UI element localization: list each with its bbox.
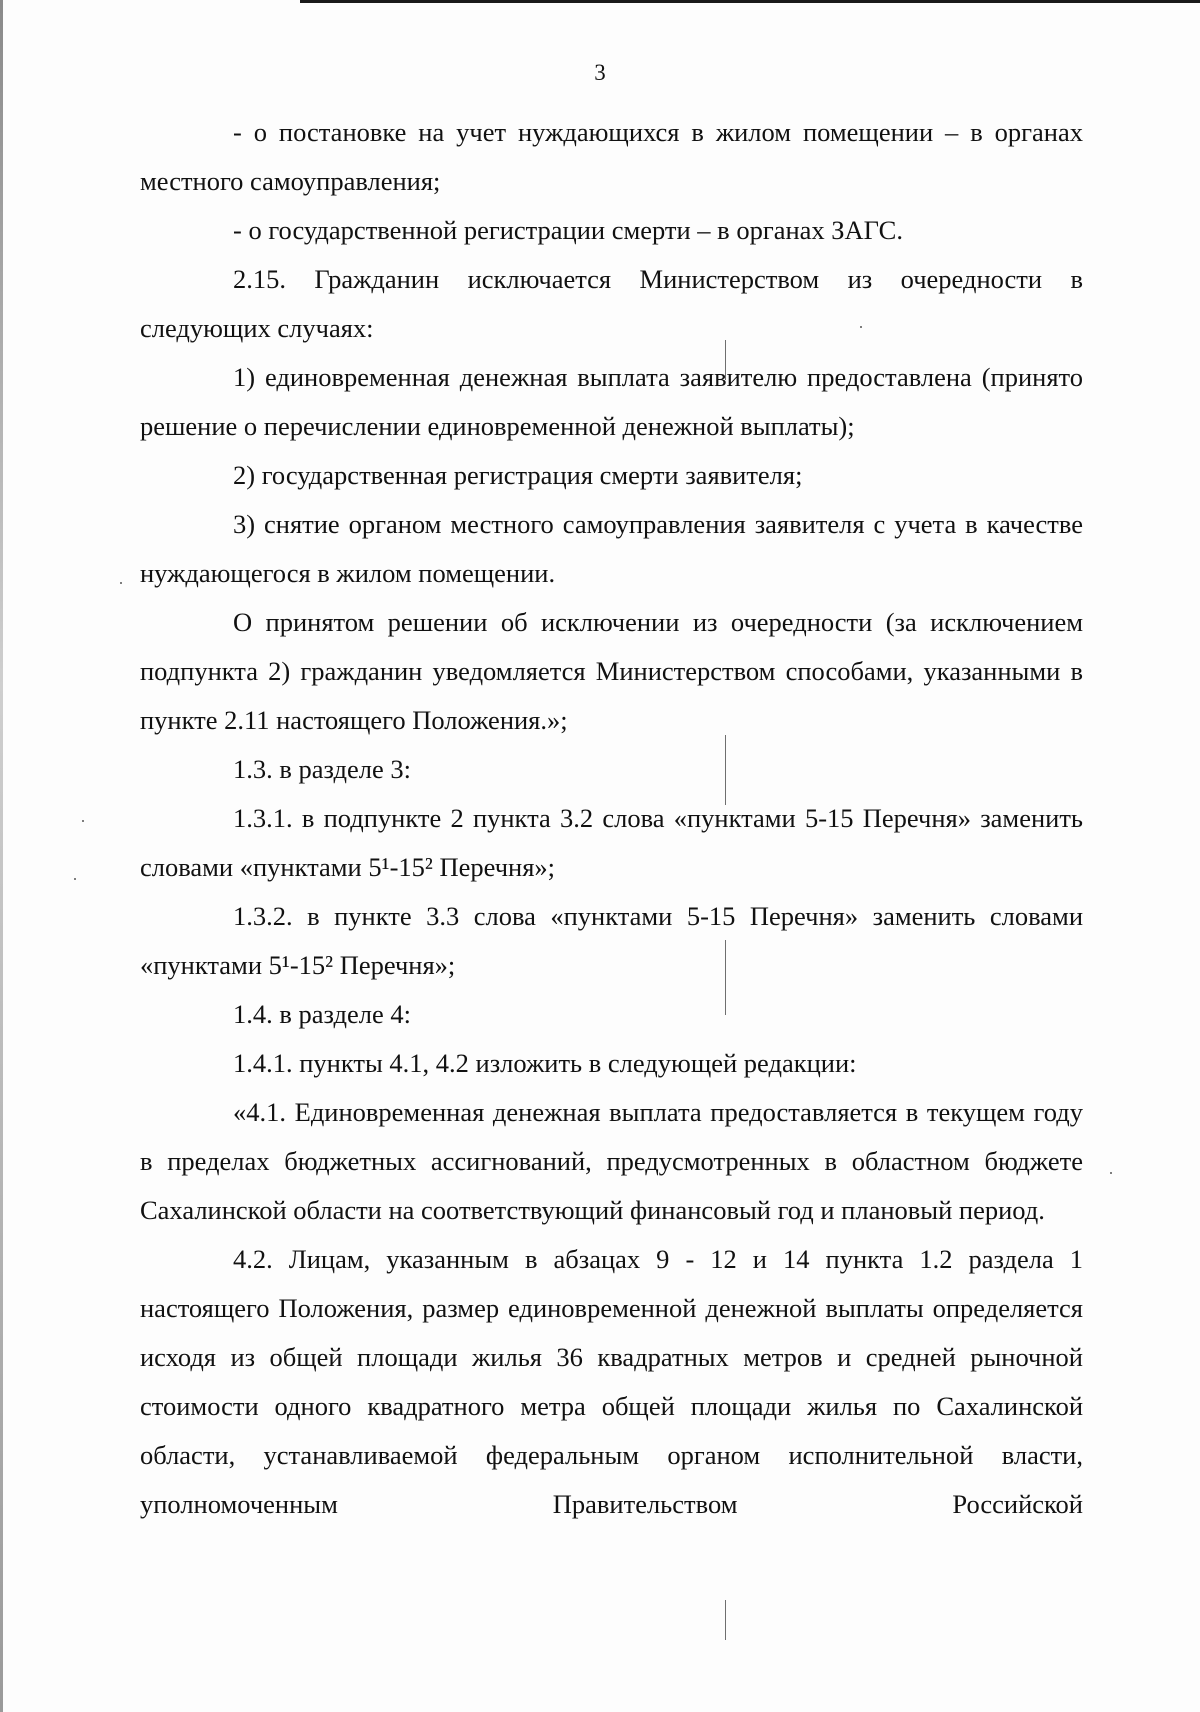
paragraph: - о государственной регистрации смерти – в органах ЗАГС. — [233, 215, 903, 245]
scan-speck — [82, 820, 84, 822]
paragraph: 4.2. Лицам, указанным в абзацах 9 - 12 и 14 пункта 1.2 раздела 1 настоящего Положения, размер единовременной денежной выплаты определяется исходя из общей площади жилья 36 квадратных метров и средней рыночной стоимости одного квадратного метра общей площади жилья по Сахалинской области, устанавливаемой федеральным органом исполнительной власти, уполномоченным Правительством Российской — [140, 1244, 1083, 1519]
scan-speck — [120, 582, 122, 584]
scan-top-edge — [300, 0, 1200, 3]
scan-speck — [74, 878, 76, 880]
paragraph: «4.1. Единовременная денежная выплата предоставляется в текущем году в пределах бюджетных ассигнований, предусмотренных в областном бюджете Сахалинской области на соответствующий финансовый год и плановый период. — [140, 1097, 1083, 1225]
paragraph: 1.4. в разделе 4: — [233, 999, 411, 1029]
page-number: 3 — [594, 60, 606, 85]
document-body — [140, 108, 1083, 1529]
paragraph: 3) снятие органом местного самоуправления заявителя с учета в качестве нуждающегося в жилом помещении. — [140, 509, 1083, 588]
scan-fold-mark — [725, 1600, 726, 1640]
paragraph: О принятом решении об исключении из очередности (за исключением подпункта 2) гражданин уведомляется Министерством способами, указанными в пункте 2.11 настоящего Положения.»; — [140, 607, 1083, 735]
scan-speck — [1110, 1172, 1112, 1174]
paragraph: 2) государственная регистрация смерти заявителя; — [233, 460, 803, 490]
scan-left-edge — [0, 0, 3, 1712]
paragraph: 1.3.1. в подпункте 2 пункта 3.2 слова «пунктами 5-15 Перечня» заменить словами «пунктами 5¹-15² Перечня»; — [140, 803, 1083, 882]
paragraph: 1.3. в разделе 3: — [233, 754, 411, 784]
paragraph: 2.15. Гражданин исключается Министерством из очередности в следующих случаях: — [140, 264, 1083, 343]
paragraph: - о постановке на учет нуждающихся в жилом помещении – в органах местного самоуправления; — [140, 117, 1083, 196]
paragraph: 1.3.2. в пункте 3.3 слова «пунктами 5-15 Перечня» заменить словами «пунктами 5¹-15² Перечня»; — [140, 901, 1083, 980]
paragraph: 1.4.1. пункты 4.1, 4.2 изложить в следующей редакции: — [233, 1048, 857, 1078]
paragraph: 1) единовременная денежная выплата заявителю предоставлена (принято решение о перечислении единовременной денежной выплаты); — [140, 362, 1083, 441]
